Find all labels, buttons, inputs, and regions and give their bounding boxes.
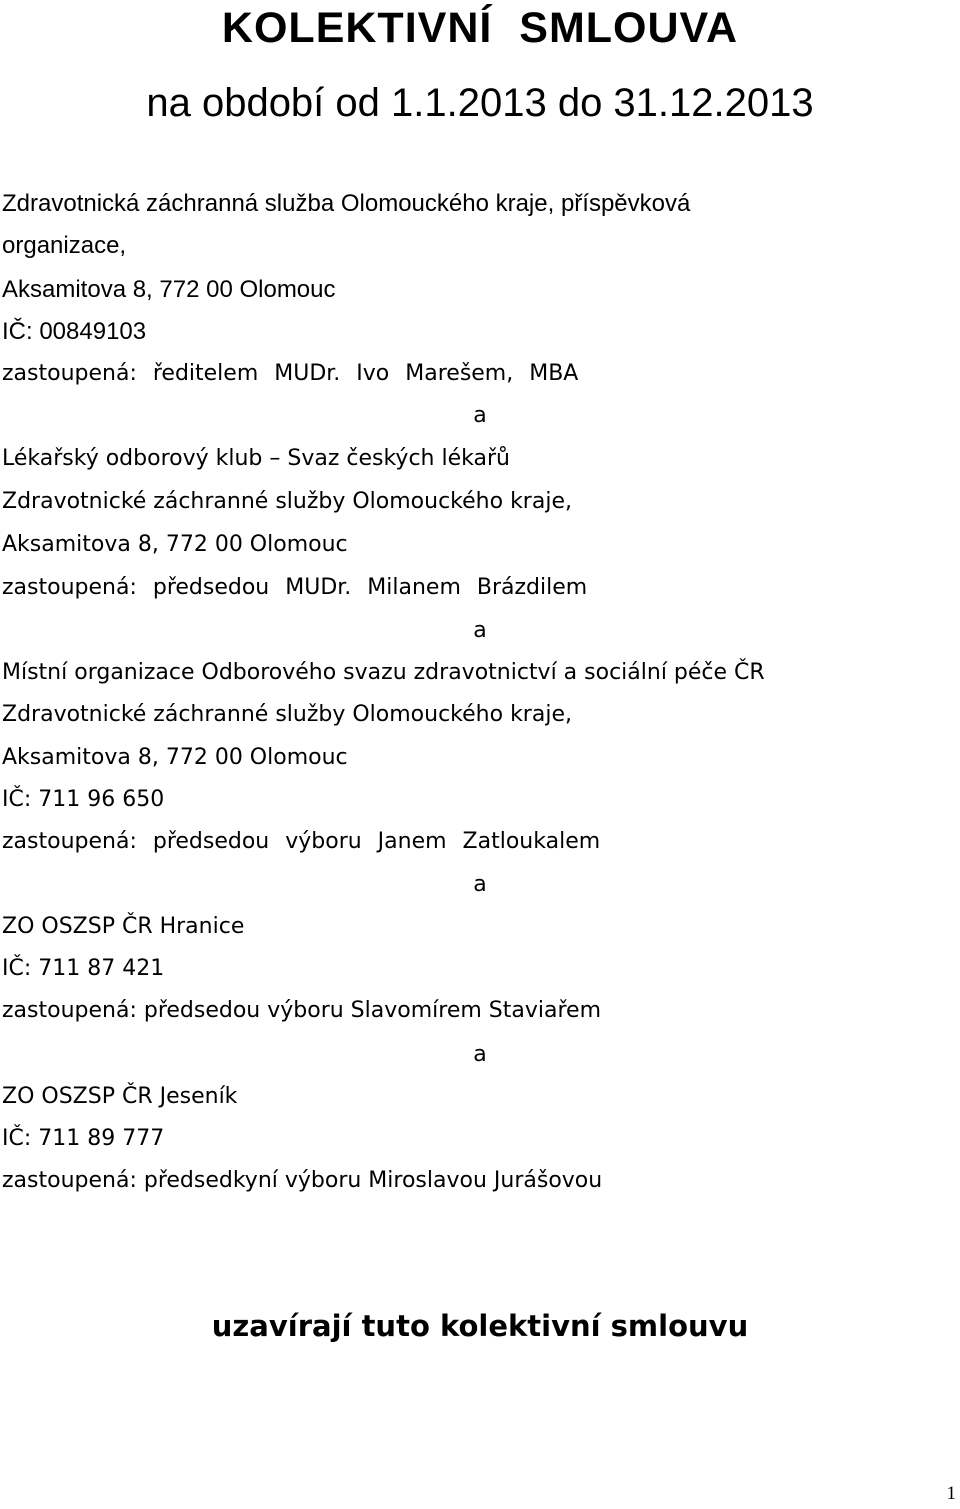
party3-represented: zastoupená: předsedou výboru Janem Zatloukalem <box>2 829 601 854</box>
party4-represented: zastoupená: předsedou výboru Slavomírem Staviařem <box>2 998 601 1023</box>
party1-ico: IČ: 00849103 <box>2 318 147 345</box>
party2-address: Aksamitova 8, 772 00 Olomouc <box>2 532 348 557</box>
document-period: na období od 1.1.2013 do 31.12.2013 <box>146 81 814 125</box>
party4-ico: IČ: 711 87 421 <box>2 956 165 981</box>
party1-name-line2: organizace, <box>2 232 127 259</box>
conjunction-1: a <box>473 403 487 428</box>
party3-name: Místní organizace Odborového svazu zdravotnictví a sociální péče ČR <box>2 660 765 685</box>
party5-represented: zastoupená: předsedkyní výboru Miroslavou Jurášovou <box>2 1168 603 1193</box>
party4-name: ZO OSZSP ČR Hranice <box>2 914 245 939</box>
party5-ico: IČ: 711 89 777 <box>2 1126 165 1151</box>
party2-represented: zastoupená: předsedou MUDr. Milanem Brázdilem <box>2 575 588 600</box>
conjunction-2: a <box>473 618 487 643</box>
party3-unit: Zdravotnické záchranné služby Olomouckého kraje, <box>2 702 572 727</box>
page-number: 1 <box>946 1483 956 1504</box>
party5-name: ZO OSZSP ČR Jeseník <box>2 1084 238 1109</box>
party1-address: Aksamitova 8, 772 00 Olomouc <box>2 276 336 303</box>
party2-unit: Zdravotnické záchranné služby Olomouckého kraje, <box>2 489 572 514</box>
party3-ico: IČ: 711 96 650 <box>2 787 165 812</box>
conjunction-4: a <box>473 1042 487 1067</box>
party2-name: Lékařský odborový klub – Svaz českých lékařů <box>2 446 510 471</box>
closing-statement: uzavírají tuto kolektivní smlouvu <box>211 1309 749 1343</box>
party1-represented: zastoupená: ředitelem MUDr. Ivo Marešem, MBA <box>2 361 579 386</box>
document-title: KOLEKTIVNÍ SMLOUVA <box>221 4 739 52</box>
party1-name-line1: Zdravotnická záchranná služba Olomouckého kraje, příspěvková <box>2 190 691 217</box>
party3-address: Aksamitova 8, 772 00 Olomouc <box>2 745 348 770</box>
conjunction-3: a <box>473 872 487 897</box>
